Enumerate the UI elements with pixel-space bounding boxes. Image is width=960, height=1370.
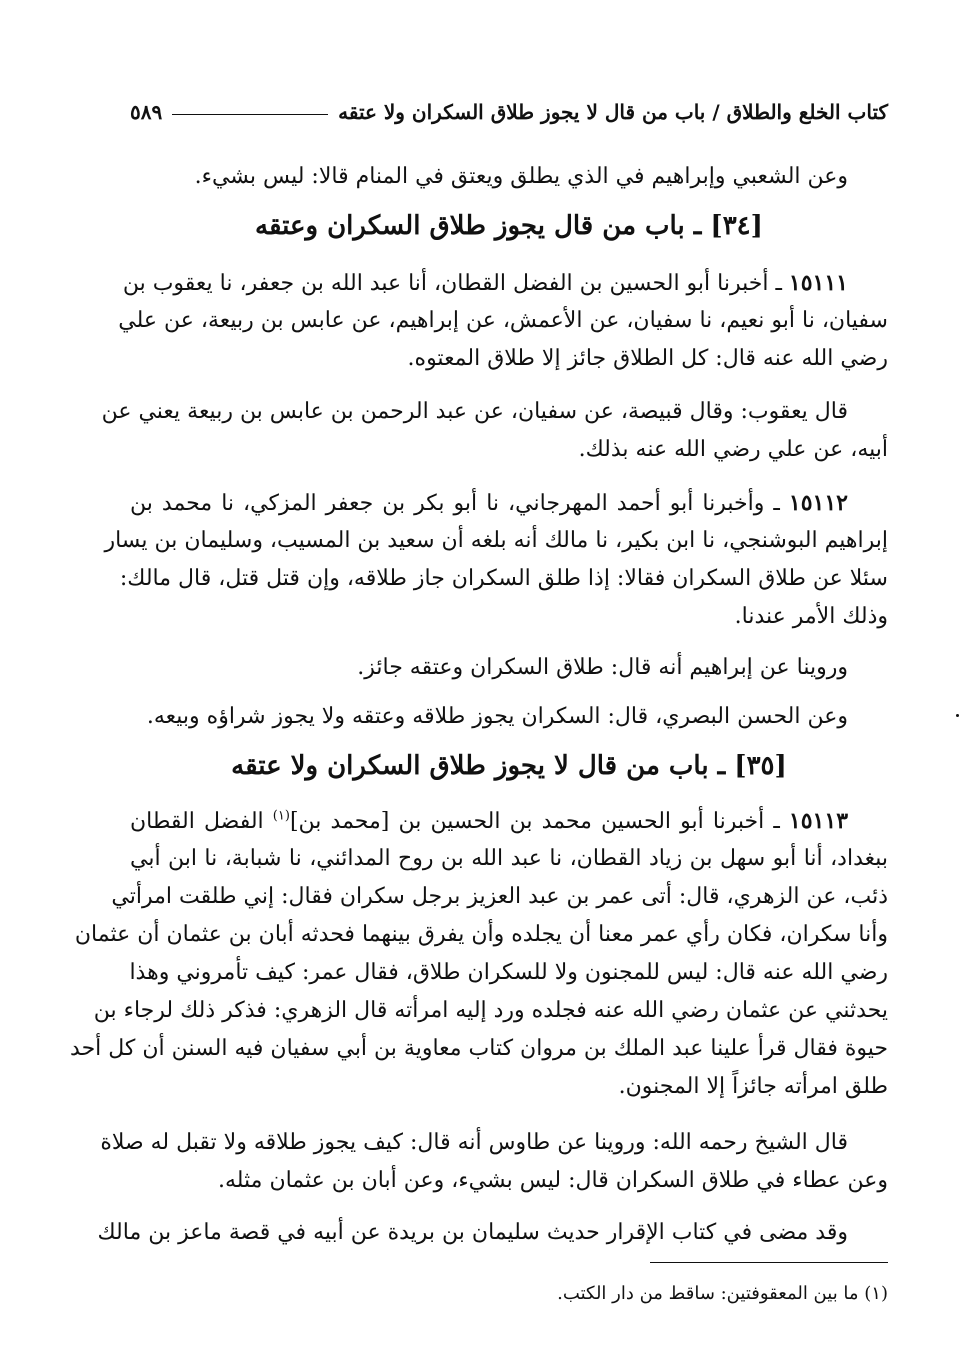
- text-line: وأنا سكران، فكان رأي عمر معنا أن يجلده وأن يفرق بينهما فحدثه أبان بن عثمان أن عثمان: [74, 922, 888, 947]
- running-header: [130, 88, 888, 124]
- hadith-15113: [70, 802, 888, 1106]
- text-line: وعن الشعبي وإبراهيم في الذي يطلق ويعتق في المنام قالا: ليس بشيء.: [194, 164, 848, 189]
- hadith-number: ١٥١١٢: [788, 490, 848, 516]
- footnote-rule: [650, 1262, 888, 1263]
- text-line: يحدثني عن عثمان رضي الله عنه فجلده ورد إليه امرأته قال الزهري: فذكر ذلك لرجاء بن: [93, 998, 888, 1023]
- text-line: ذئب، عن الزهري، قال: أتى عمر بن عبد العزيز برجل سكران فقال: إني طلقت امرأتي: [111, 884, 888, 909]
- paragraph-shaykh: [100, 1124, 888, 1200]
- text-span: ـ أخبرنا أبو الحسين بن الفضل القطان، أنا عبد الله بن جعفر، نا يعقوب بن: [122, 271, 782, 296]
- text-line: رضي الله عنه قال: ليس للمجنون ولا للسكران طلاق، فقال عمر: كيف تأمروني وهذا: [129, 960, 888, 985]
- chapter-heading-34: [٣٤] ـ باب من قال يجوز طلاق السكران وعتقه: [255, 211, 763, 241]
- text-line: وذلك الأمر عندنا.: [734, 604, 888, 629]
- paragraph-iqrar: [97, 1214, 888, 1252]
- text-line: وعن عطاء في طلاق السكران قال: ليس بشيء، وعن أبان بن عثمان مثله.: [217, 1168, 888, 1193]
- text-line: حيوة فقال قرأ علينا عبد الملك بن مروان كتاب معاوية بن أبي سفيان فيه السنن أن كل أحد: [70, 1036, 888, 1061]
- hadith-15111: [118, 264, 888, 378]
- hadith-number: ١٥١١٣: [788, 808, 849, 834]
- text-line: وقد مضى في كتاب الإقرار حديث سليمان بن بريدة عن أبيه في قصة ماعز بن مالك: [97, 1220, 848, 1245]
- footnote-marker: (١): [272, 808, 290, 824]
- margin-mark: [956, 714, 959, 717]
- text-line: وروينا عن إبراهيم أنه قال: طلاق السكران وعتقه جائز.: [357, 655, 848, 680]
- text-line: سئلا عن طلاق السكران فقالا: إذا طلق السكران جاز طلاقه، وإن قتل قتل، قال مالك:: [119, 566, 888, 591]
- text-line: رضي الله عنه قال: كل الطلاق جائز إلا طلاق المعتوه.: [407, 346, 888, 371]
- text-line: سفيان، نا أبو نعيم، نا سفيان، عن الأعمش، عن إبراهيم، عن عابس بن ربيعة، عن علي: [118, 308, 888, 333]
- hadith-number: ١٥١١١: [788, 270, 848, 296]
- text-line: [130, 802, 888, 840]
- text-line: طلق امرأته جائزاً إلا المجنون.: [618, 1074, 888, 1099]
- paragraph-shabi: [130, 158, 888, 196]
- page-number: ٥٨٩: [130, 100, 163, 124]
- paragraph-hasan: [130, 698, 888, 736]
- text-line: وعن الحسن البصري، قال: السكران يجوز طلاقه وعتقه ولا يجوز شراؤه وبيعه.: [146, 704, 848, 729]
- text-line: [122, 264, 888, 302]
- paragraph-ibrahim: [130, 649, 888, 687]
- text-line: أبيه، عن علي رضي الله عنه بذلك.: [578, 437, 888, 462]
- text-line: ببغداد، أنا أبو سهل بن زياد القطان، نا عبد الله بن روح المدائني، نا شبابة، نا ابن أبي: [130, 846, 888, 871]
- header-rule: [172, 114, 328, 115]
- text-line: إبراهيم البوشنجي، نا ابن بكير، نا مالك أنه بلغه أن سعيد بن المسيب، وسليمان بن يسار: [104, 528, 888, 553]
- text-line: قال الشيخ رحمه الله: وروينا عن طاوس أنه قال: كيف يجوز طلاقه ولا تقبل له صلاة: [100, 1130, 848, 1155]
- text-span: الفضل القطان: [130, 809, 273, 834]
- chapter-heading-35: [٣٥] ـ باب من قال لا يجوز طلاق السكران ولا عتقه: [231, 751, 787, 781]
- text-span: ـ أخبرنا أبو الحسين محمد بن الحسين بن [محمد بن]: [289, 809, 780, 834]
- text-line: [130, 484, 888, 522]
- running-title: كتاب الخلع والطلاق / باب من قال لا يجوز طلاق السكران ولا عتقه: [338, 100, 888, 124]
- text-span: ـ وأخبرنا أبو أحمد المهرجاني، نا أبو بكر بن جعفر المزكي، نا محمد بن: [130, 491, 780, 516]
- paragraph-yaqub: [101, 393, 888, 469]
- hadith-15112: [104, 484, 888, 636]
- footnote: (١) ما بين المعقوفتين: ساقط من دار الكتب.: [557, 1283, 888, 1304]
- text-line: قال يعقوب: وقال قبيصة، عن سفيان، عن عبد الرحمن بن عابس بن ربيعة يعني عن: [101, 399, 848, 424]
